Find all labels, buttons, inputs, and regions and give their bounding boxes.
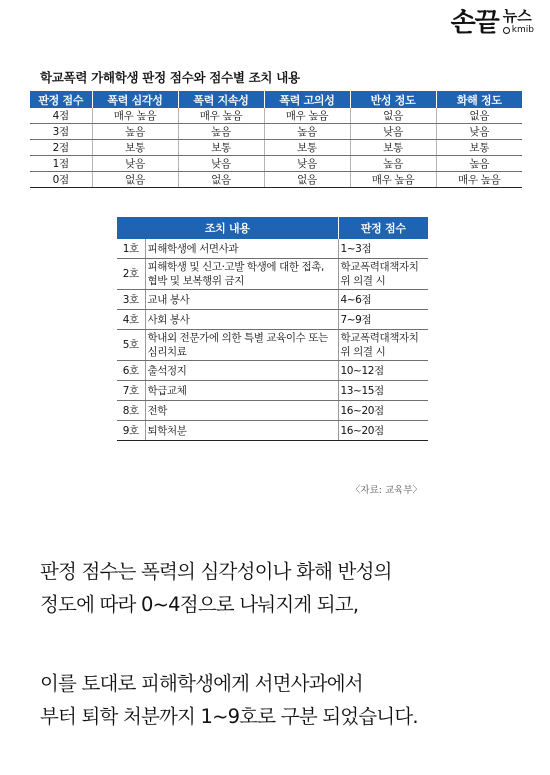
table-cell: 매우 높음: [92, 108, 178, 124]
measure-score: 16~20점: [338, 401, 428, 421]
table-cell: 낮음: [264, 156, 350, 172]
table-cell: 1점: [30, 156, 92, 172]
logo: [451, 8, 534, 38]
caption-paragraph-2: [40, 667, 418, 733]
measure-content: 교내 봉사: [145, 290, 338, 310]
table-cell: 매우 높음: [264, 108, 350, 124]
logo-side: [503, 8, 534, 35]
measure-number: 7호: [117, 381, 145, 401]
table-title: 학교폭력 가해학생 판정 점수와 점수별 조치 내용: [40, 70, 300, 85]
table-row: [117, 401, 428, 421]
table-cell: 없음: [350, 108, 436, 124]
measure-content: 출석정지: [145, 361, 338, 381]
table-cell: 높음: [264, 124, 350, 140]
measure-number: 6호: [117, 361, 145, 381]
table-row: [30, 124, 522, 140]
table-cell: 보통: [92, 140, 178, 156]
column-header: 폭력 지속성: [178, 91, 264, 108]
column-header: 반성 정도: [350, 91, 436, 108]
measure-content: 전학: [145, 401, 338, 421]
measure-content: 학내외 전문가에 의한 특별 교육이수 또는 심리치료: [145, 330, 338, 361]
column-header: 폭력 고의성: [264, 91, 350, 108]
logo-news-text: 뉴스: [502, 7, 532, 25]
table-cell: 보통: [436, 140, 522, 156]
measure-score: 4~6점: [338, 290, 428, 310]
table-row: [30, 156, 522, 172]
measure-content: 퇴학처분: [145, 421, 338, 441]
table-cell: 매우 높음: [436, 172, 522, 188]
column-header: 판정 점수: [30, 91, 92, 108]
measure-number: 2호: [117, 259, 145, 290]
kmib-circle-icon: [503, 27, 510, 34]
table-row: [30, 108, 522, 124]
table-cell: 없음: [264, 172, 350, 188]
measure-score: 10~12점: [338, 361, 428, 381]
measure-score: 1~3점: [338, 239, 428, 259]
caption-line: 정도에 따라 0~4점으로 나눠지게 되고,: [40, 593, 359, 616]
table-cell: 보통: [178, 140, 264, 156]
measure-number: 1호: [117, 239, 145, 259]
measure-content: 학급교체: [145, 381, 338, 401]
column-header: 조치 내용: [117, 217, 338, 239]
logo-kmib-text: kmib: [511, 25, 534, 35]
table-cell: 3점: [30, 124, 92, 140]
measure-number: 4호: [117, 310, 145, 330]
measure-score: 16~20점: [338, 421, 428, 441]
table-row: [117, 239, 428, 259]
column-header: 화해 정도: [436, 91, 522, 108]
measure-score: 학교폭력대책자치위 의결 시: [338, 259, 428, 290]
measure-content: 피해학생 및 신고·고발 학생에 대한 접촉, 협박 및 보복행위 금지: [145, 259, 338, 290]
logo-kmib: [503, 25, 534, 35]
table-cell: 낮음: [178, 156, 264, 172]
table-row: [30, 140, 522, 156]
measures-table: [117, 217, 428, 441]
column-header: 폭력 심각성: [92, 91, 178, 108]
table-cell: 낮음: [350, 124, 436, 140]
score-criteria-table: [30, 91, 522, 188]
table-cell: 없음: [92, 172, 178, 188]
table-cell: 낮음: [436, 124, 522, 140]
table-cell: 낮음: [92, 156, 178, 172]
measure-content: 사회 봉사: [145, 310, 338, 330]
caption-paragraph-1: [40, 555, 392, 621]
table-row: [30, 172, 522, 188]
column-header: 판정 점수: [338, 217, 428, 239]
measure-number: 3호: [117, 290, 145, 310]
table-cell: 높음: [350, 156, 436, 172]
measure-score: 7~9점: [338, 310, 428, 330]
table-row: [117, 259, 428, 290]
table-row: [117, 361, 428, 381]
measure-score: 13~15점: [338, 381, 428, 401]
measure-number: 5호: [117, 330, 145, 361]
table-cell: 없음: [436, 108, 522, 124]
table-cell: 매우 높음: [178, 108, 264, 124]
source-note: 〈자료: 교육부〉: [350, 485, 422, 496]
table-row: [117, 310, 428, 330]
caption-line: 부터 퇴학 처분까지 1~9호로 구분 되었습니다.: [40, 705, 418, 728]
table-cell: 높음: [178, 124, 264, 140]
score-criteria-header-row: [30, 91, 522, 108]
table-row: [117, 421, 428, 441]
table-cell: 높음: [92, 124, 178, 140]
table-cell: 2점: [30, 140, 92, 156]
table-cell: 보통: [350, 140, 436, 156]
caption-line: 이를 토대로 피해학생에게 서면사과에서: [40, 672, 363, 695]
table-cell: 매우 높음: [350, 172, 436, 188]
table-cell: 0점: [30, 172, 92, 188]
measure-number: 9호: [117, 421, 145, 441]
table-cell: 없음: [178, 172, 264, 188]
table-cell: 높음: [436, 156, 522, 172]
table-cell: 보통: [264, 140, 350, 156]
measure-score: 학교폭력대책자치위 의결 시: [338, 330, 428, 361]
measure-content: 피해학생에 서면사과: [145, 239, 338, 259]
measures-header-row: [117, 217, 428, 239]
logo-main-text: 손끝: [450, 8, 499, 38]
table-cell: 4점: [30, 108, 92, 124]
table-row: [117, 381, 428, 401]
table-row: [117, 330, 428, 361]
caption-line: 판정 점수는 폭력의 심각성이나 화해 반성의: [40, 560, 392, 583]
table-row: [117, 290, 428, 310]
measure-number: 8호: [117, 401, 145, 421]
